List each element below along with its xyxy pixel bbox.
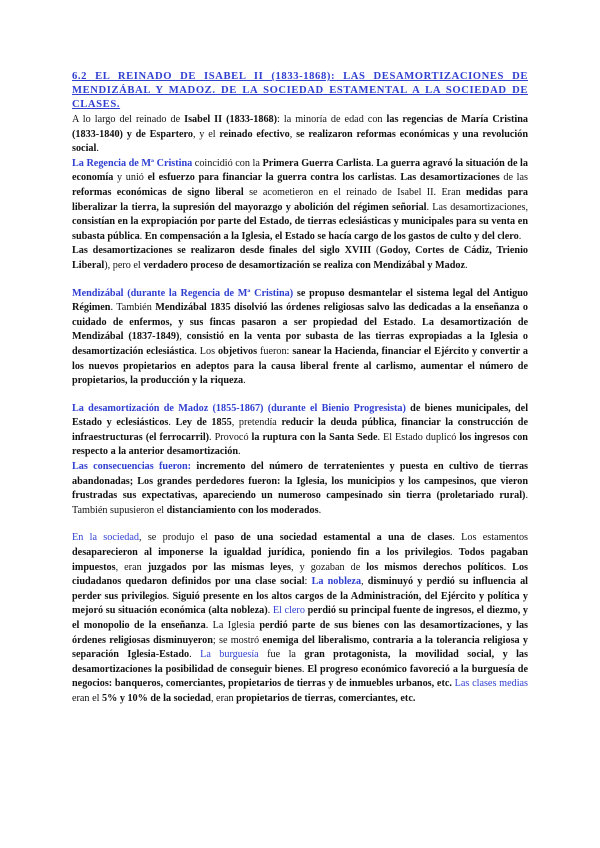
paragraph-madoz	[72, 402, 528, 460]
section-title: 6.2 EL REINADO DE ISABEL II (1833-1868): LAS DESAMORTIZACIONES DE MENDIZÁBAL Y MADOZ. DE LA SOCIEDAD ESTAMENTAL A LA SOCIEDAD DE CLASES.	[72, 71, 528, 110]
text-run-bold: incremento del número de terratenientes y puesta en cultivo de tierras abandonadas; Los grandes perdedores fueron: la Iglesia, los municipios y los campesinos, que vieron frustradas sus expectativas, apareciendo un numeroso campesinado sin tierra (proletariado rural)	[72, 461, 529, 502]
text-run: ,	[179, 331, 187, 343]
paragraph-consecuencias	[72, 460, 528, 518]
text-run-bold: los mismos derechos políticos	[366, 561, 504, 573]
text-run: .	[450, 547, 459, 559]
text-run-bold: Las desamortizaciones se realizaron desde finales del siglo XVIII	[72, 245, 372, 257]
text-run: y unió	[113, 172, 148, 184]
text-run: .	[139, 230, 145, 242]
text-run: .	[413, 316, 423, 328]
paragraph-regencia	[72, 157, 528, 245]
text-run-bold: de bienes municipales, del Estado y eclesiásticos	[72, 402, 529, 429]
text-run: . Provocó	[209, 431, 252, 443]
text-run-bold: Primera Guerra Carlista	[262, 157, 372, 169]
text-run: .	[371, 157, 377, 169]
text-run: .	[503, 561, 513, 573]
text-run: . También	[110, 302, 156, 314]
text-run-bold: En compensación a la Iglesia, el Estado se hacía cargo de los gastos de culto y del clero	[144, 230, 519, 242]
paragraph-sociedad	[72, 531, 528, 706]
text-run-bold: se realizaron reformas económicas y una revolución social	[72, 128, 528, 155]
text-run: .	[518, 230, 522, 242]
paragraph-spacer	[72, 518, 528, 531]
text-run: , se produjo el	[138, 532, 215, 544]
text-run-bold: medidas para liberalizar la tierra, la supresión del mayorazgo y abolición del régimen señorial	[72, 186, 528, 213]
text-run: A lo largo del reinado de	[72, 114, 185, 125]
text-run-highlight: Mendizábal (durante la Regencia de Mª Cristina)	[72, 287, 294, 299]
text-run-bold: Los ciudadanos quedaron definidos por una clase social	[72, 561, 529, 588]
text-run-bold: enemiga del liberalismo, contraria a la tolerancia religiosa y separación Iglesia-Estado	[72, 634, 528, 661]
text-run-bold: gran protagonista, la movilidad social, y las desamortizaciones la posibilidad de conseguir bienes	[72, 649, 528, 675]
text-run-bold: el esfuerzo para financiar la guerra contra los carlistas	[147, 172, 395, 184]
text-run: ,	[361, 576, 368, 588]
text-run-bold: Isabel II (1833-1868)	[184, 114, 278, 125]
text-run-highlight: Las consecuencias fueron:	[72, 461, 192, 473]
paragraph-spacer	[72, 389, 528, 402]
text-run-bold: propietarios de tierras, comerciantes, etc.	[236, 692, 416, 704]
text-run-bold: la ruptura con la Santa Sede	[251, 431, 378, 443]
text-run-bold: los ingresos con respecto a la anterior desamortización	[72, 431, 528, 458]
text-run: , y gozaban de	[291, 561, 367, 573]
text-run: ; se mostró	[212, 634, 263, 646]
text-run: .	[96, 143, 99, 155]
text-run-bold: perdió parte de sus bienes con las desamortizaciones, y las órdenes religiosas disminuyeron	[72, 620, 528, 646]
text-run: .	[301, 663, 308, 675]
text-run-bold: La desamortización de Mendizábal (1837-1849)	[72, 316, 529, 343]
text-run: . La Iglesia	[205, 620, 260, 631]
text-run-bold: disminuyó y perdió su influencia al perder sus privilegios	[72, 576, 529, 602]
text-run-highlight: El clero	[272, 605, 305, 617]
text-run-bold: sanear la Hacienda, financiar el Ejército y convertir a los nuevos propietarios en adeptos para la causa liberal frente al carlismo, aumentar el número de propietarios, la producción y la riqueza	[72, 345, 528, 387]
text-run: ), pero el	[104, 259, 144, 271]
text-run: , eran	[210, 692, 237, 704]
text-run-bold: Siguió presente en los altos cargos de la Administración, del Ejército y política y mejoró su situación económica (alta nobleza)	[72, 590, 528, 617]
text-run-bold: paso de una sociedad estamental a una de clases	[214, 532, 453, 544]
text-run: .	[267, 605, 273, 617]
paragraph-intro	[72, 113, 528, 157]
text-run-bold: perdió su principal fuente de ingresos, el diezmo, y el monopolio de la enseñanza	[72, 605, 529, 631]
text-run-bold: reformas económicas de signo liberal	[72, 186, 244, 198]
text-run: .	[189, 649, 201, 661]
paragraph-spacer	[72, 274, 528, 287]
text-run: .	[243, 375, 246, 387]
text-run-bold: 5% y 10% de la sociedad	[101, 692, 211, 704]
text-run: .	[237, 446, 241, 458]
text-run: :	[304, 576, 312, 588]
text-run: fueron:	[257, 345, 293, 357]
text-run-bold: Ley de 1855	[175, 417, 232, 429]
text-run: .	[465, 259, 468, 271]
text-run-highlight: La burguesía	[200, 649, 259, 661]
text-run-bold: reducir la deuda pública, financiar la construcción de infraestructuras (el ferrocarril)	[72, 417, 528, 443]
paragraph-desamortizaciones	[72, 244, 528, 273]
text-run-bold: La guerra agravó la situación de la economía	[72, 157, 528, 184]
text-run-bold: objetivos	[217, 345, 258, 357]
text-run-bold: Mendizábal 1835 disolvió las órdenes religiosas salvo las dedicadas a la enseñanza o cuidado de enfermos, y sus fincas pasaron a ser propiedad del Estado	[72, 302, 528, 328]
text-run-bold: Godoy, Cortes de Cádiz, Trienio Liberal	[72, 245, 528, 271]
text-run: . Los	[194, 345, 218, 357]
text-run-bold: consistió en la venta por subasta de las tierras expropiadas a la Iglesia o desamortización eclesiástica	[72, 331, 529, 357]
text-run-bold: distanciamiento con los moderados	[166, 504, 319, 516]
text-run-bold: reinado efectivo	[219, 128, 290, 140]
text-run-bold: se propuso desmantelar el sistema legal del Antiguo Régimen	[72, 287, 528, 314]
text-run-highlight: La Regencia de Mª Cristina	[72, 157, 193, 169]
text-run: . También supusieron el	[72, 490, 528, 516]
paragraph-mendizabal	[72, 287, 528, 389]
text-run: . Los estamentos	[452, 532, 529, 544]
text-run: se acometieron en el reinado de Isabel II. Eran	[243, 186, 467, 198]
text-run: .	[394, 172, 401, 184]
text-run-bold: Todos pagaban impuestos	[72, 547, 528, 573]
text-run: , eran	[115, 561, 148, 573]
text-run: . El Estado duplicó	[377, 431, 460, 443]
text-run: coincidió con la	[192, 157, 263, 169]
text-run-bold: juzgados por las mismas leyes	[147, 561, 292, 573]
text-run: .	[318, 504, 322, 516]
text-run-bold: consistían en la expropiación por parte del Estado, de tierras eclesiásticas y municipales para su venta en subasta pública	[72, 216, 528, 242]
text-run-bold: Las desamortizaciones	[400, 172, 500, 184]
text-run-bold: verdadero proceso de desamortización se realiza con Mendizábal y Madoz	[143, 259, 466, 271]
text-run: . Las desamortizaciones,	[426, 201, 529, 213]
text-run-highlight: En la sociedad	[72, 532, 139, 544]
text-run: (	[371, 245, 380, 257]
text-run: .	[166, 590, 173, 602]
text-run: , y el	[192, 128, 220, 140]
text-run-highlight: Las clases medias	[454, 678, 529, 690]
text-run: fue la	[258, 649, 305, 661]
text-run-bold: El progreso económico favoreció a la burguesía de negocios: banqueros, comerciantes, propietarios de tierras y de inmuebles urbanos, etc.	[72, 663, 528, 690]
text-run: .	[168, 417, 176, 429]
text-run-highlight: La desamortización de Madoz (1855-1867) (durante el Bienio Progresista)	[72, 402, 406, 414]
text-run-bold: las regencias de María Cristina (1833-1840) y de Espartero	[72, 114, 528, 140]
text-run: ,	[289, 128, 297, 140]
text-run-bold: desaparecieron al imponerse la igualdad jurídica, poniendo fin a los privilegios	[72, 547, 451, 559]
text-run: de las	[499, 172, 528, 184]
text-run: eran el	[72, 692, 102, 704]
text-run-highlight: La nobleza	[311, 576, 362, 588]
text-run: : la minoría de edad con	[277, 114, 387, 125]
text-run: , pretendía	[231, 417, 282, 429]
